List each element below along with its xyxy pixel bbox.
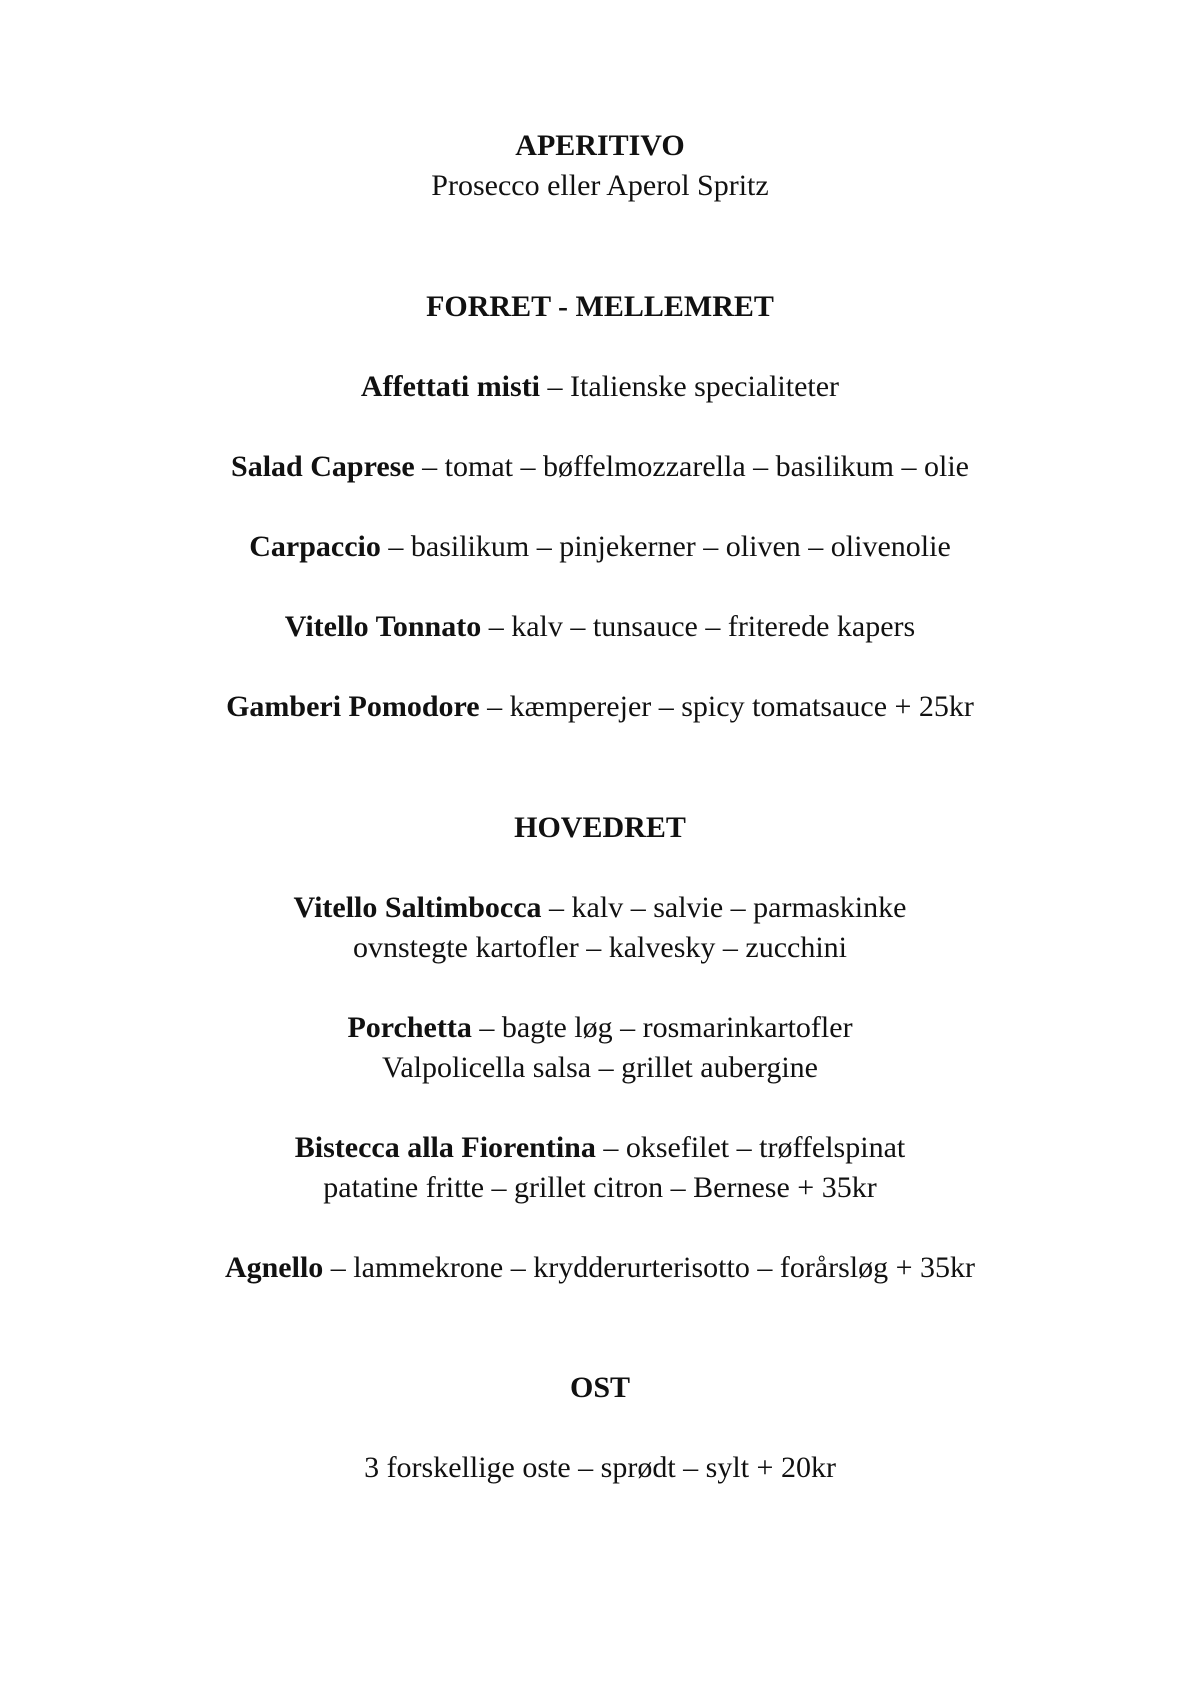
dish-description-line2: Valpolicella salsa – grillet aubergine [382, 1051, 818, 1084]
dish-description: – tomat – bøffelmozzarella – basilikum – olie [414, 450, 969, 483]
menu-item [0, 687, 1200, 727]
dish-description: – Italienske specialiteter [540, 370, 840, 403]
dish-name: Carpaccio [249, 530, 381, 563]
menu-item [0, 527, 1200, 567]
menu-item [0, 447, 1200, 487]
dish-description-line2: ovnstegte kartofler – kalvesky – zucchini [352, 931, 847, 964]
dish-name: Bistecca alla Fiorentina [294, 1131, 596, 1164]
section-heading-aperitivo: APERITIVO [515, 129, 685, 162]
dish-name: Agnello [224, 1251, 324, 1284]
section-heading-forret: FORRET - MELLEMRET [426, 290, 774, 323]
menu-item [0, 888, 1200, 928]
menu-item [0, 1008, 1200, 1048]
aperitivo-text: Prosecco eller Aperol Spritz [431, 169, 769, 202]
dish-name: Vitello Saltimbocca [293, 891, 542, 924]
dish-description: – kalv – salvie – parmaskinke [541, 891, 907, 924]
dish-name: Porchetta [347, 1011, 472, 1044]
menu-item [0, 1248, 1200, 1288]
menu-item [0, 1128, 1200, 1168]
dish-description: – lammekrone – krydderurterisotto – forårsløg + 35kr [323, 1251, 976, 1284]
menu-item [0, 607, 1200, 647]
dish-description-line2: patatine fritte – grillet citron – Bernese + 35kr [323, 1171, 877, 1204]
dish-description: – kalv – tunsauce – friterede kapers [481, 610, 916, 643]
dish-description: – kæmperejer – spicy tomatsauce + 25kr [479, 690, 974, 723]
dish-name: Gamberi Pomodore [226, 690, 480, 723]
section-heading-hovedret: HOVEDRET [514, 811, 686, 844]
dish-description: – basilikum – pinjekerner – oliven – olivenolie [380, 530, 951, 563]
dish-description: – oksefilet – trøffelspinat [595, 1131, 906, 1164]
ost-text: 3 forskellige oste – sprødt – sylt + 20kr [364, 1451, 836, 1484]
section-heading-ost: OST [569, 1371, 631, 1404]
dish-name: Affettati misti [360, 370, 541, 403]
dish-name: Vitello Tonnato [284, 610, 482, 643]
dish-name: Salad Caprese [231, 450, 415, 483]
dish-description: – bagte løg – rosmarinkartofler [471, 1011, 853, 1044]
menu-item [0, 367, 1200, 407]
